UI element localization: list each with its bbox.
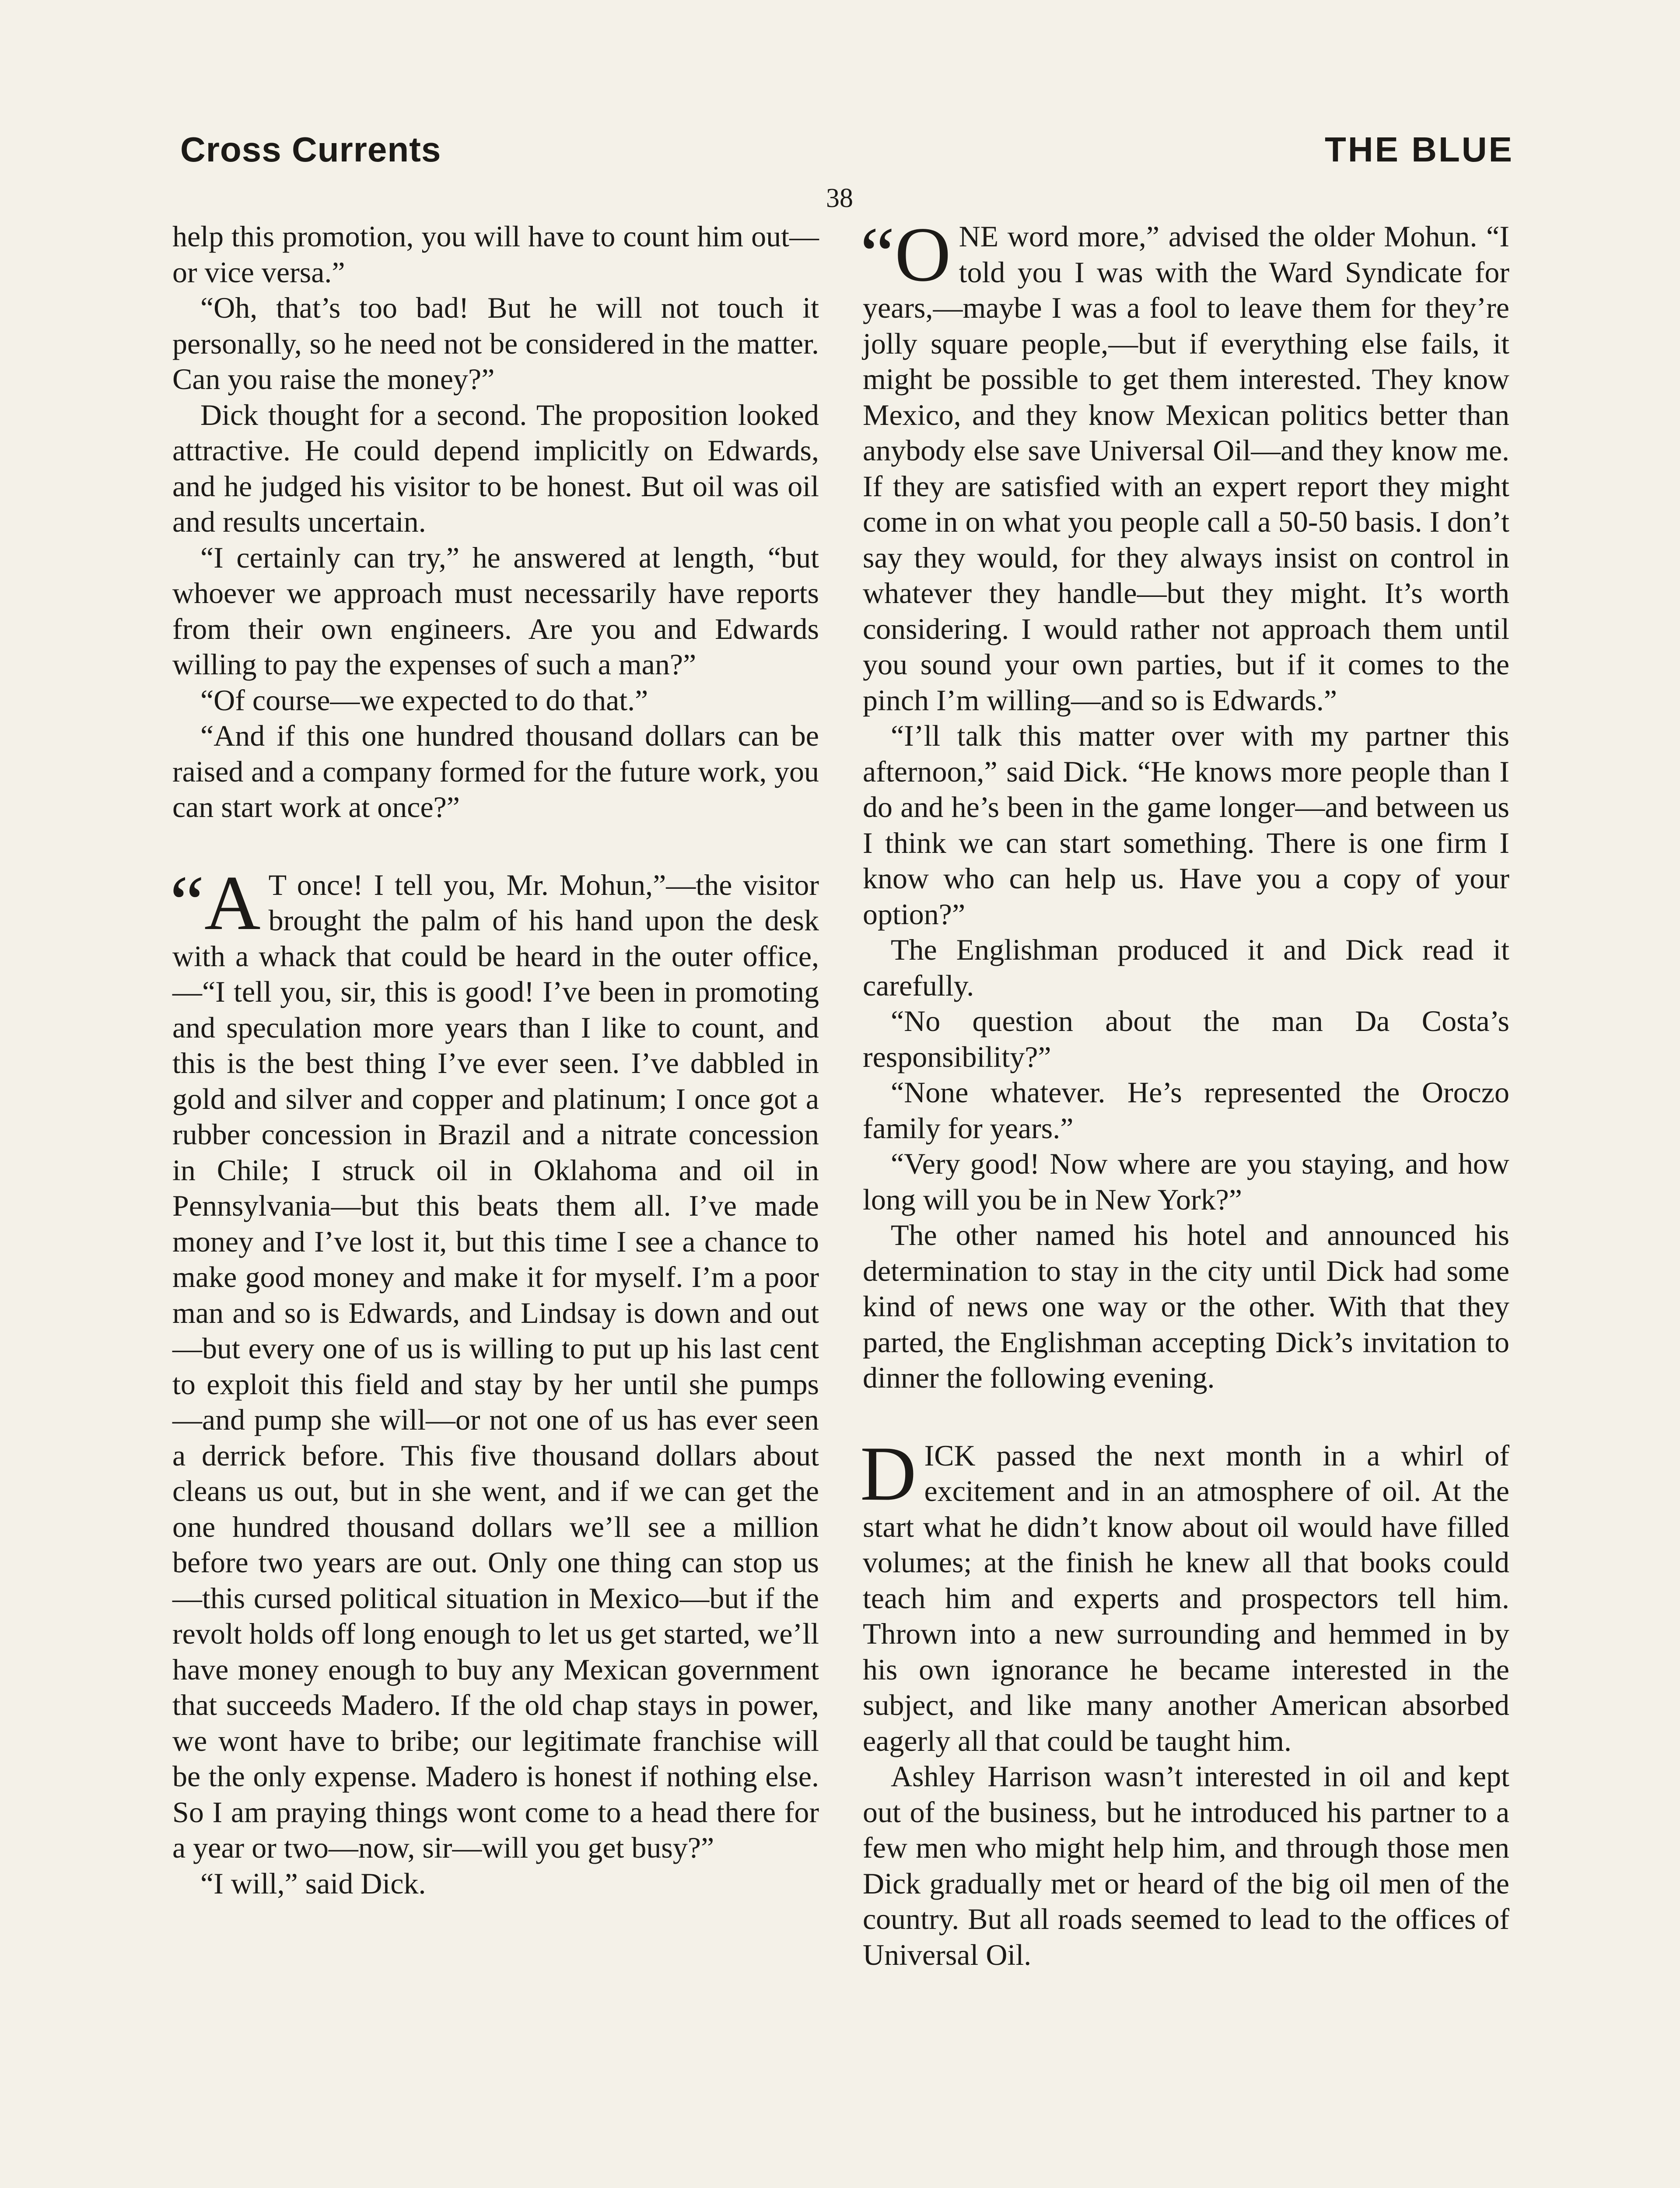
drop-cap-letter: A	[204, 859, 261, 946]
paragraph: “Of course—we expected to do that.”	[200, 683, 648, 717]
drop-cap-quote: “	[170, 859, 205, 946]
drop-cap-letter: D	[860, 1430, 917, 1517]
paragraph: “Very good! Now where are you staying, and how long will you be in New York?”	[863, 1147, 1509, 1216]
paragraph: “No question about the man Da Costa’s responsibility?”	[863, 1004, 1509, 1073]
drop-cap	[170, 859, 261, 946]
paragraph: The other named his hotel and announced his determination to stay in the city until Dick had some kind of news one way or the other. With that they parted, the Englishman accepting Dick’s invitation to dinner the following evening.	[863, 1218, 1509, 1394]
paragraph: “I’ll talk this matter over with my partner this afternoon,” said Dick. “He knows more people than I do and he’s been in the game longer—and between us I think we can start something. There is one firm I know who can help us. Have you a copy of your option?”	[863, 719, 1509, 931]
right-column	[860, 211, 1509, 1973]
drop-cap	[860, 1430, 917, 1517]
paragraph: Ashley Harrison wasn’t interested in oil and kept out of the business, but he introduced his partner to a few men who might help him, and through those men Dick gradually met or heard of the big oil men of the country. But all roads seemed to lead to the offices of Universal Oil.	[863, 1760, 1509, 1971]
drop-cap-letter: O	[895, 211, 951, 298]
left-column	[172, 219, 819, 1901]
running-head-title: Cross Currents	[180, 130, 441, 169]
section-paragraph	[170, 859, 819, 1866]
paragraph: help this promotion, you will have to count him out—or vice versa.”	[172, 220, 819, 289]
paragraph: “And if this one hundred thousand dollars can be raised and a company formed for the future work, you can start work at once?”	[172, 719, 819, 824]
running-head-magazine: THE BLUE	[1325, 130, 1514, 169]
drop-cap	[860, 211, 951, 298]
drop-cap-quote: “	[860, 211, 895, 298]
page-number: 38	[826, 183, 853, 213]
paragraph: “Oh, that’s too bad! But he will not touch it personally, so he need not be considered in the matter. Can you raise the money?”	[172, 291, 819, 396]
paragraph: The Englishman produced it and Dick read it carefully.	[863, 933, 1509, 1002]
paragraph: Dick thought for a second. The proposition looked attractive. He could depend implicitly on Edwards, and he judged his visitor to be honest. But oil was oil and results uncertain.	[172, 398, 819, 538]
paragraph: “I will,” said Dick.	[200, 1866, 426, 1900]
paragraph-text: ICK passed the next month in a whirl of excitement and in an atmosphere of oil. At the start what he didn’t know about oil would have filled volumes; at the finish he knew all that books could teach him and experts and prospectors tell him. Thrown into a new surrounding and hemmed in by his own ignorance he became interested in the subject, and like many another American absorbed eagerly all that could be taught him.	[863, 1438, 1509, 1757]
paragraph-text: NE word more,” advised the older Mohun. “I told you I was with the Ward Syndicate for years,—maybe I was a fool to leave them for they’re jolly square people,—but if everything else fails, it might be possible to get them interested. They know Mexico, and they know Mexican politics better than anybody else save Universal Oil—and they know me. If they are satisfied with an expert report they might come in on what you people call a 50-50 basis. I don’t say they would, for they always insist on control in whatever they handle—but they might. It’s worth considering. I would rather not approach them until you sound your own parties, but if it comes to the pinch I’m willing—and so is Edwards.”	[863, 220, 1509, 717]
paragraph: “I certainly can try,” he answered at length, “but whoever we approach must necessarily have reports from their own engineers. Are you and Edwards willing to pay the expenses of such a man?”	[172, 540, 819, 681]
paragraph: “None whatever. He’s represented the Oroczo family for years.”	[863, 1076, 1509, 1145]
paragraph-text: T once! I tell you, Mr. Mohun,”—the visitor brought the palm of his hand upon the desk with a whack that could be heard in the outer office,—“I tell you, sir, this is good! I’ve been in promoting and speculation more years than I like to count, and this is the best thing I’ve ever seen. I’ve dabbled in gold and silver and copper and platinum; I once got a rubber concession in Brazil and a nitrate concession in Chile; I struck oil in Oklahoma and oil in Pennsylvania—but this beats them all. I’ve made money and I’ve lost it, but this time I see a chance to make good money and make it for myself. I’m a poor man and so is Edwards, and Lindsay is down and out—but every one of us is willing to put up his last cent to exploit this field and stay by her until she pumps —and pump she will—or not one of us has ever seen a derrick before. This five thousand dollars about cleans us out, but in she went, and if we can get the one hundred thousand dollars we’ll see a million before two years are out. Only one thing can stop us—this cursed political situation in Mexico—but if the revolt holds off long enough to let us get started, we’ll have money enough to buy any Mexican government that succeeds Madero. If the old chap stays in power, we wont have to bribe; our legitimate franchise will be the only expense. Madero is honest if nothing else. So I am praying things wont come to a head there for a year or two—now, sir—will you get busy?”	[172, 868, 819, 1864]
section-paragraph	[860, 211, 1509, 718]
section-paragraph	[860, 1430, 1509, 1759]
